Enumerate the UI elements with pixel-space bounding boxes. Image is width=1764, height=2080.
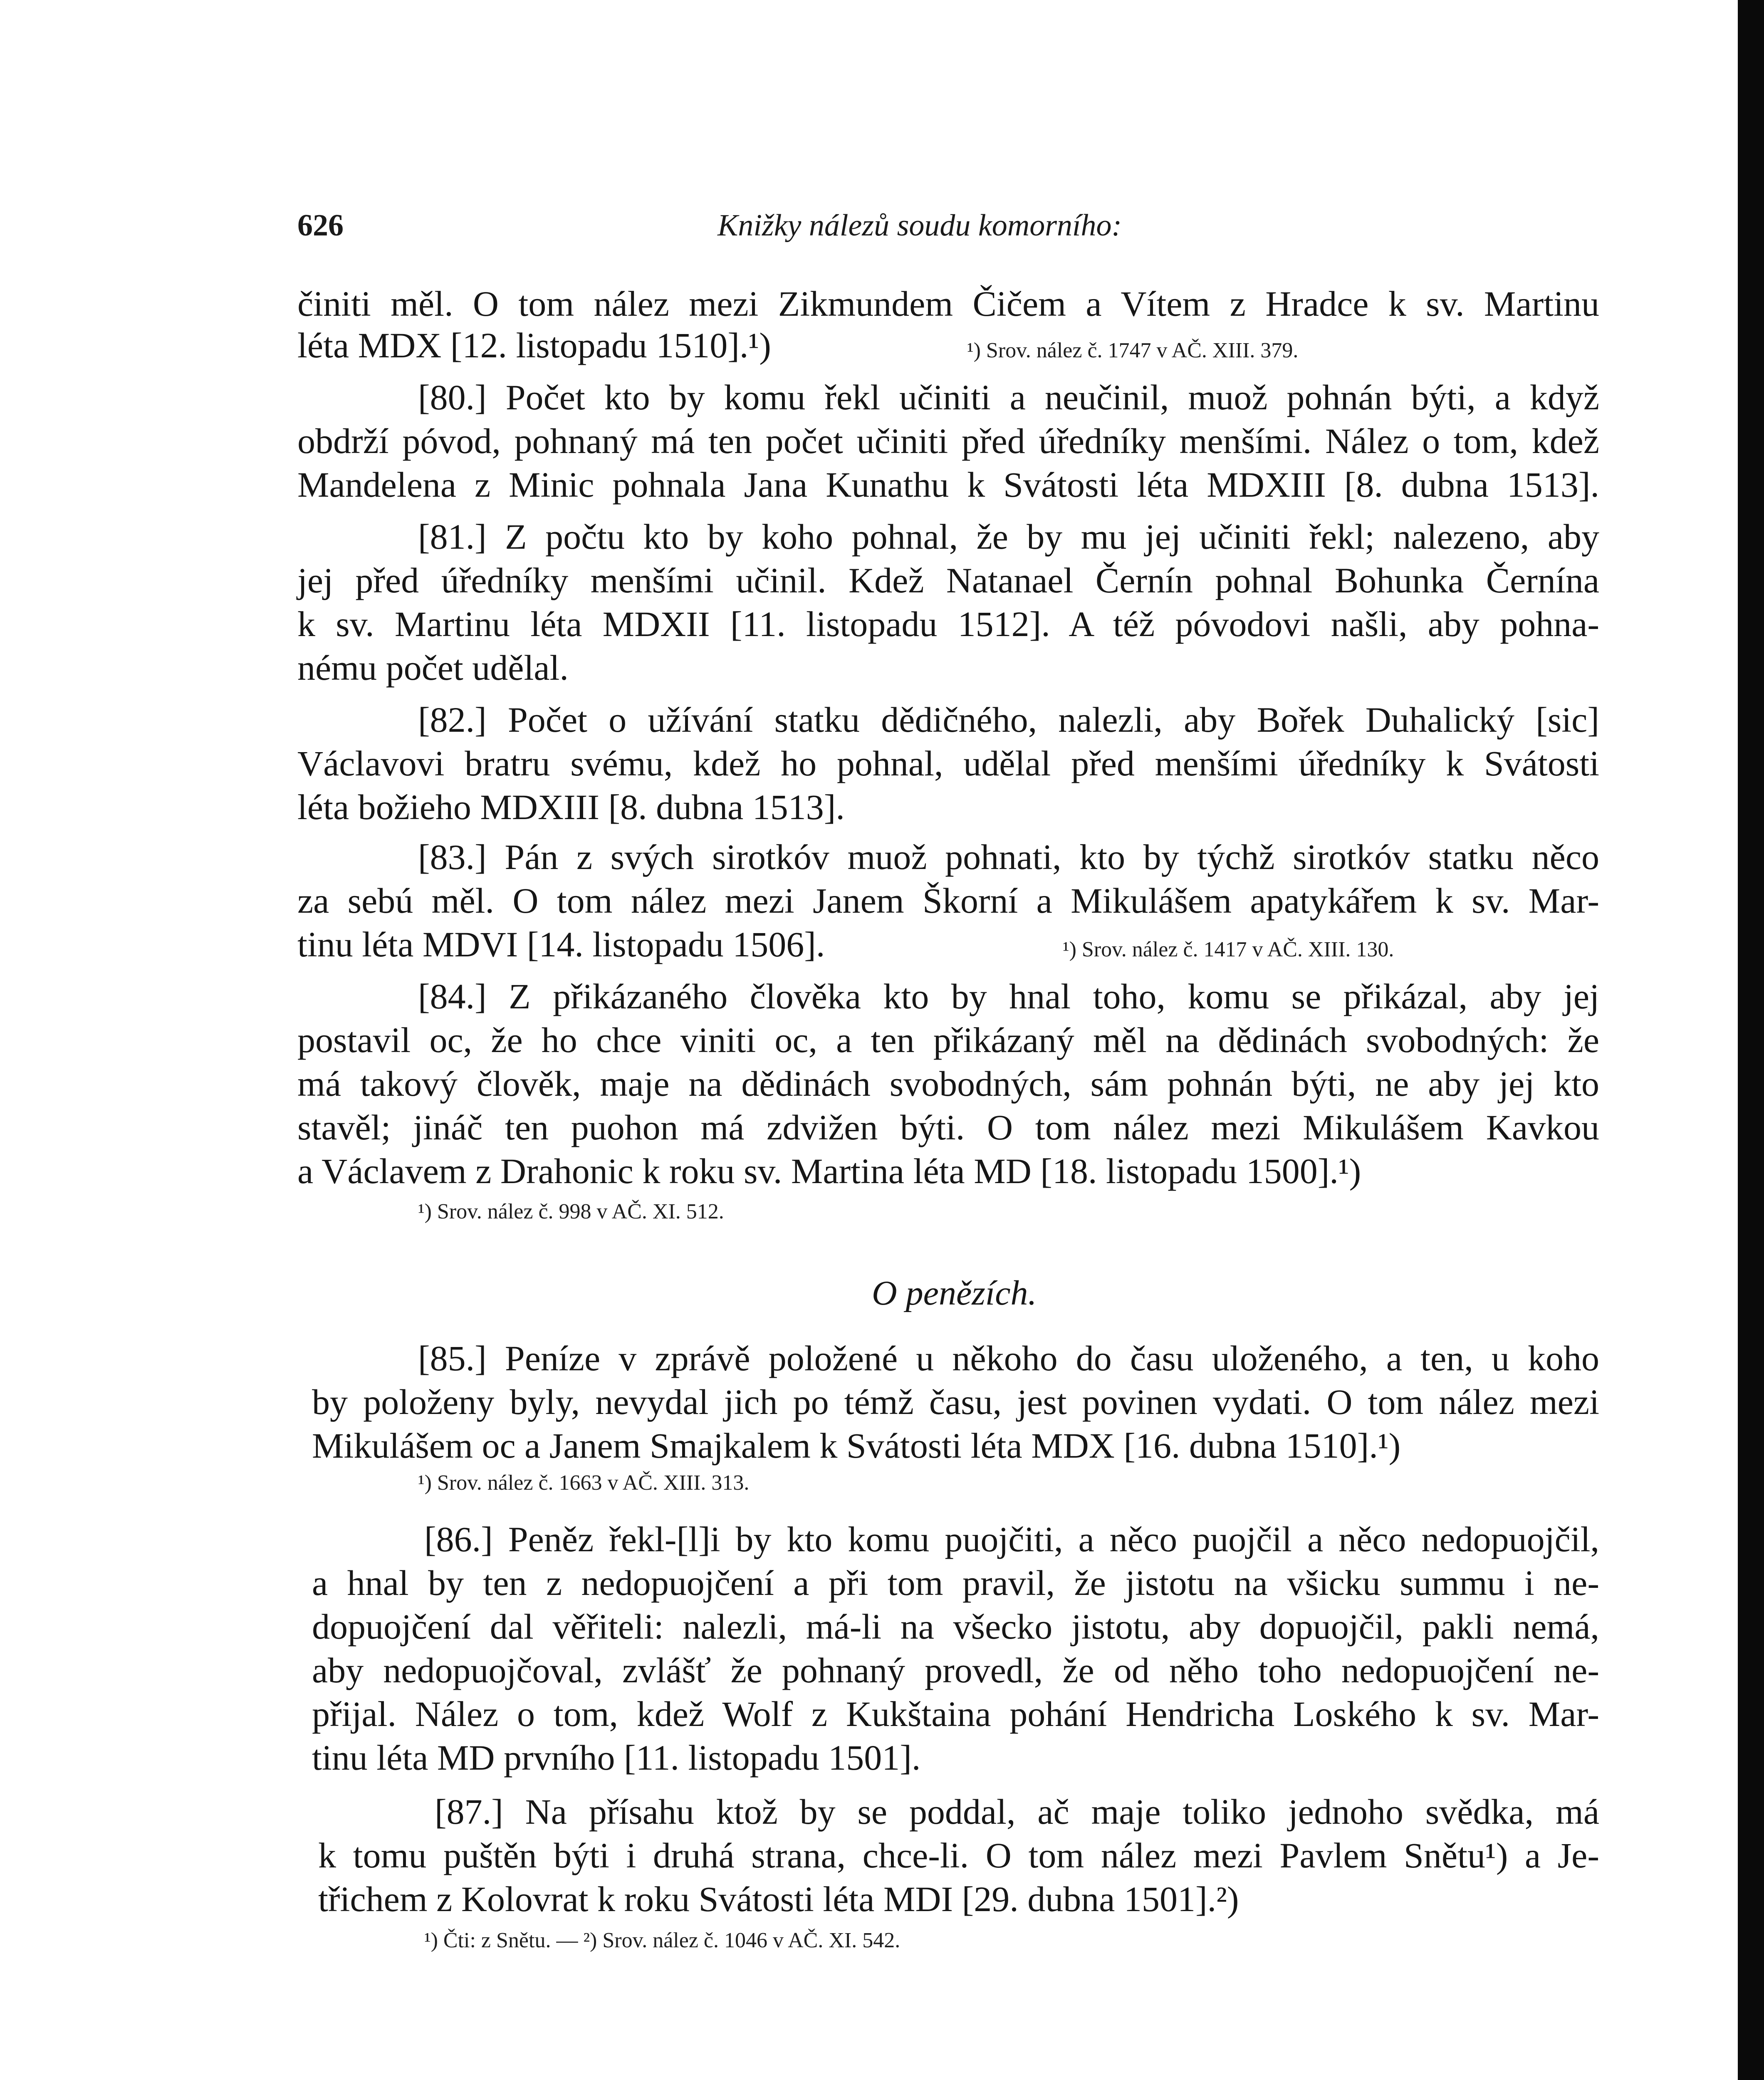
text-line: [83.] Pán z svých sirotkóv muož pohnati, kto by týchž sirotkóv statku něco bbox=[418, 837, 1599, 877]
text-line: dopuojčení dal věřiteli: nalezli, má-li na všecko jistotu, aby dopuojčil, pakli nemá, bbox=[312, 1607, 1599, 1647]
text-line: léta božieho MDXIII [8. dubna 1513]. bbox=[297, 787, 845, 827]
text-line: [86.] Peněz řekl-[l]i by kto komu puojčiti, a něco puojčil a něco nedopuojčil, bbox=[424, 1519, 1599, 1559]
text-line: tinu léta MDVI [14. listopadu 1506]. bbox=[297, 924, 825, 964]
scan-border bbox=[1738, 0, 1764, 2080]
inline-footnote: ¹) Srov. nález č. 1417 v AČ. XIII. 130. bbox=[1063, 938, 1394, 961]
text-line: za sebú měl. O tom nález mezi Janem Škorní a Mikulášem apatykářem k sv. Mar- bbox=[297, 881, 1599, 921]
text-line: léta MDX [12. listopadu 1510].¹) bbox=[297, 325, 771, 365]
text-line: a hnal by ten z nedopuojčení a při tom pravil, že jistotu na všicku summu i ne- bbox=[312, 1563, 1599, 1603]
text-line: činiti měl. O tom nález mezi Zikmundem Čičem a Vítem z Hradce k sv. Martinu bbox=[297, 284, 1599, 324]
footnote: ¹) Srov. nález č. 998 v AČ. XI. 512. bbox=[418, 1200, 724, 1223]
text-line: [81.] Z počtu kto by koho pohnal, že by mu jej učiniti řekl; nalezeno, aby bbox=[418, 517, 1599, 557]
text-line: a Václavem z Drahonic k roku sv. Martina léta MD [18. listopadu 1500].¹) bbox=[297, 1151, 1361, 1191]
text-line: jej před úředníky menšími učinil. Kdež Natanael Černín pohnal Bohunka Černína bbox=[297, 560, 1599, 600]
text-line: třichem z Kolovrat k roku Svátosti léta MDI [29. dubna 1501].²) bbox=[318, 1879, 1239, 1919]
text-line: přijal. Nález o tom, kdež Wolf z Kukštaina pohání Hendricha Loského k sv. Mar- bbox=[312, 1694, 1599, 1734]
text-line: Mikulášem oc a Janem Smajkalem k Svátosti léta MDX [16. dubna 1510].¹) bbox=[312, 1426, 1401, 1466]
text-line: k sv. Martinu léta MDXII [11. listopadu 1512]. A též póvodovi našli, aby pohna- bbox=[297, 604, 1599, 644]
text-line: [80.] Počet kto by komu řekl učiniti a neučinil, muož pohnán býti, a když bbox=[418, 377, 1599, 417]
footnote: ¹) Srov. nález č. 1663 v AČ. XIII. 313. bbox=[418, 1471, 750, 1495]
text-line: Václavovi bratru svému, kdež ho pohnal, udělal před menšími úředníky k Svátosti bbox=[297, 743, 1599, 783]
text-line: [85.] Peníze v zprávě položené u někoho do času uloženého, a ten, u koho bbox=[418, 1338, 1599, 1378]
text-line: k tomu puštěn býti i druhá strana, chce-li. O tom nález mezi Pavlem Snětu¹) a Je- bbox=[318, 1835, 1599, 1875]
text-line: Mandelena z Minic pohnala Jana Kunathu k Svátosti léta MDXIII [8. dubna 1513]. bbox=[297, 465, 1599, 505]
text-line: má takový člověk, maje na dědinách svobodných, sám pohnán býti, ne aby jej kto bbox=[297, 1064, 1599, 1104]
text-line: tinu léta MD prvního [11. listopadu 1501]. bbox=[312, 1738, 921, 1778]
text-line: stavěl; jináč ten puohon má zdvižen býti. O tom nález mezi Mikulášem Kavkou bbox=[297, 1107, 1599, 1147]
text-line: [82.] Počet o užívání statku dědičného, nalezli, aby Bořek Duhalický [sic] bbox=[418, 700, 1599, 740]
inline-footnote: ¹) Srov. nález č. 1747 v AČ. XIII. 379. bbox=[967, 339, 1299, 362]
text-line: aby nedopuojčoval, zvlášť že pohnaný provedl, že od něho toho nedopuojčení ne- bbox=[312, 1650, 1599, 1690]
text-line: [84.] Z přikázaného člověka kto by hnal toho, komu se přikázal, aby jej bbox=[418, 976, 1599, 1016]
text-line: [87.] Na přísahu ktož by se poddal, ač maje toliko jednoho svědka, má bbox=[435, 1792, 1599, 1832]
running-header bbox=[297, 200, 1587, 250]
running-title: Knižky nálezů soudu komorního: bbox=[717, 208, 1122, 243]
text-line: obdrží póvod, pohnaný má ten počet učiniti před úředníky menšími. Nález o tom, kdež bbox=[297, 421, 1599, 461]
section-title: O penězích. bbox=[872, 1274, 1037, 1312]
page-number: 626 bbox=[297, 208, 344, 243]
text-line: nému počet udělal. bbox=[297, 648, 569, 688]
footnote: ¹) Čti: z Snětu. — ²) Srov. nález č. 1046 v AČ. XI. 542. bbox=[424, 1929, 901, 1952]
text-line: postavil oc, že ho chce viniti oc, a ten přikázaný měl na dědinách svobodných: že bbox=[297, 1020, 1599, 1060]
text-line: by položeny byly, nevydal jich po témž času, jest povinen vydati. O tom nález mezi bbox=[312, 1382, 1599, 1422]
